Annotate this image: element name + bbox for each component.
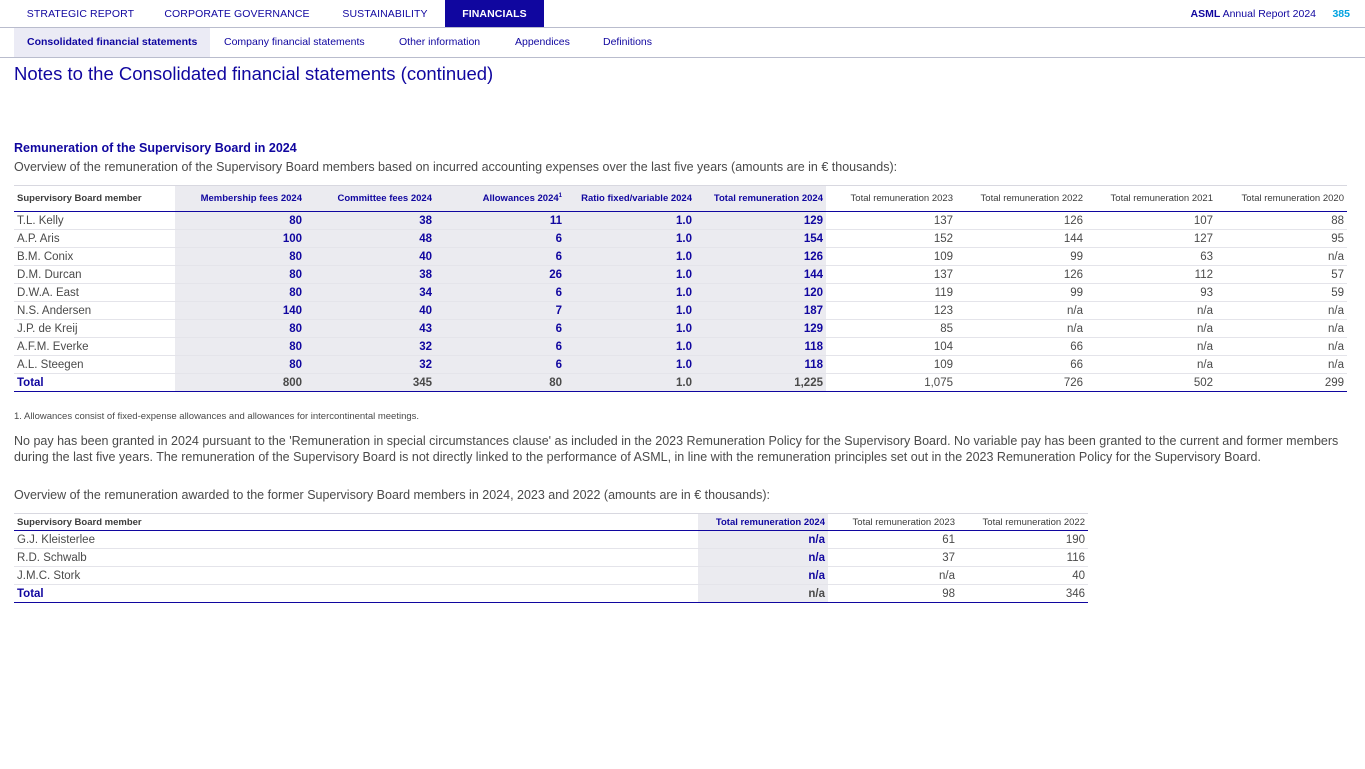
value-cell: 59 xyxy=(1216,284,1347,302)
page-title: Notes to the Consolidated financial statements (continued) xyxy=(14,63,494,84)
value-cell: 6 xyxy=(435,284,565,302)
footnote-marker: 1 xyxy=(558,192,562,199)
value-cell: 152 xyxy=(826,230,956,248)
value-cell: 6 xyxy=(435,320,565,338)
value-cell: 43 xyxy=(305,320,435,338)
value-cell: 11 xyxy=(435,212,565,230)
total-value-cell: 1.0 xyxy=(565,374,695,392)
report-title xyxy=(1191,0,1317,28)
table-header-row xyxy=(14,514,1088,531)
value-cell: 120 xyxy=(695,284,826,302)
value-cell: 187 xyxy=(695,302,826,320)
tab-corporate-governance[interactable]: CORPORATE GOVERNANCE xyxy=(164,8,310,20)
table-row xyxy=(14,266,1347,284)
value-cell: 140 xyxy=(175,302,305,320)
value-cell: n/a xyxy=(698,531,828,549)
column-header: Supervisory Board member xyxy=(14,514,698,531)
supervisory-board-remuneration-table xyxy=(14,185,1347,392)
column-header: Total remuneration 2023 xyxy=(828,514,958,531)
value-cell: 127 xyxy=(1086,230,1216,248)
value-cell: n/a xyxy=(1216,320,1347,338)
value-cell: 129 xyxy=(695,320,826,338)
value-cell: 1.0 xyxy=(565,230,695,248)
value-cell: 190 xyxy=(958,531,1088,549)
table-row xyxy=(14,549,1088,567)
value-cell: 40 xyxy=(305,248,435,266)
top-navigation xyxy=(0,0,1365,28)
value-cell: n/a xyxy=(1086,338,1216,356)
subtab-company-financial-statements[interactable]: Company financial statements xyxy=(224,36,365,48)
page-number: 385 xyxy=(1332,8,1350,20)
value-cell: 1.0 xyxy=(565,284,695,302)
value-cell: 109 xyxy=(826,356,956,374)
value-cell: 40 xyxy=(958,567,1088,585)
value-cell: 123 xyxy=(826,302,956,320)
column-header xyxy=(435,186,565,212)
subtab-definitions[interactable]: Definitions xyxy=(603,36,653,48)
column-header: Ratio fixed/variable 2024 xyxy=(565,186,695,212)
value-cell: 112 xyxy=(1086,266,1216,284)
value-cell: 93 xyxy=(1086,284,1216,302)
member-name-cell: A.F.M. Everke xyxy=(14,338,175,356)
report-brand: ASML xyxy=(1190,8,1221,20)
column-header: Total remuneration 2024 xyxy=(698,514,828,531)
total-value-cell: 299 xyxy=(1216,374,1347,392)
value-cell: 38 xyxy=(305,212,435,230)
tab-financials[interactable]: FINANCIALS xyxy=(445,0,544,27)
value-cell: 40 xyxy=(305,302,435,320)
former-members-remuneration-table xyxy=(14,513,1088,603)
value-cell: 144 xyxy=(695,266,826,284)
value-cell: 32 xyxy=(305,356,435,374)
member-name-cell: G.J. Kleisterlee xyxy=(14,531,698,549)
value-cell: n/a xyxy=(828,567,958,585)
total-value-cell: 1,225 xyxy=(695,374,826,392)
column-header: Supervisory Board member xyxy=(14,186,175,212)
table-row xyxy=(14,356,1347,374)
value-cell: n/a xyxy=(698,567,828,585)
column-header: Total remuneration 2023 xyxy=(826,186,956,212)
value-cell: 6 xyxy=(435,248,565,266)
member-name-cell: D.W.A. East xyxy=(14,284,175,302)
former-members-intro: Overview of the remuneration awarded to the former Supervisory Board members in 2024, 2023 and 2022 (amounts are in € thousands): xyxy=(14,488,770,502)
value-cell: n/a xyxy=(1216,338,1347,356)
value-cell: 1.0 xyxy=(565,248,695,266)
column-header: Total remuneration 2022 xyxy=(956,186,1086,212)
value-cell: 85 xyxy=(826,320,956,338)
sub-navigation xyxy=(0,28,1365,58)
value-cell: 80 xyxy=(175,356,305,374)
value-cell: 1.0 xyxy=(565,212,695,230)
value-cell: 99 xyxy=(956,284,1086,302)
value-cell: 57 xyxy=(1216,266,1347,284)
value-cell: 126 xyxy=(956,212,1086,230)
value-cell: 80 xyxy=(175,266,305,284)
value-cell: 66 xyxy=(956,356,1086,374)
value-cell: 1.0 xyxy=(565,320,695,338)
value-cell: 119 xyxy=(826,284,956,302)
value-cell: 137 xyxy=(826,266,956,284)
total-value-cell: 726 xyxy=(956,374,1086,392)
total-label-cell: Total xyxy=(14,585,698,603)
value-cell: 80 xyxy=(175,212,305,230)
total-value-cell: 1,075 xyxy=(826,374,956,392)
table-total-row xyxy=(14,585,1088,603)
value-cell: 118 xyxy=(695,338,826,356)
member-name-cell: D.M. Durcan xyxy=(14,266,175,284)
table-header-row xyxy=(14,186,1347,212)
section-heading: Remuneration of the Supervisory Board in 2024 xyxy=(14,141,297,155)
value-cell: 1.0 xyxy=(565,338,695,356)
value-cell: 99 xyxy=(956,248,1086,266)
value-cell: 66 xyxy=(956,338,1086,356)
table-row xyxy=(14,338,1347,356)
value-cell: 88 xyxy=(1216,212,1347,230)
value-cell: 100 xyxy=(175,230,305,248)
section-intro: Overview of the remuneration of the Supervisory Board members based on incurred accounting expenses over the last five years (amounts are in € thousands): xyxy=(14,160,898,174)
subtab-appendices[interactable]: Appendices xyxy=(515,36,570,48)
member-name-cell: T.L. Kelly xyxy=(14,212,175,230)
value-cell: 80 xyxy=(175,284,305,302)
table-total-row xyxy=(14,374,1347,392)
total-value-cell: 800 xyxy=(175,374,305,392)
footnote: 1. Allowances consist of fixed-expense allowances and allowances for intercontinental meetings. xyxy=(14,411,420,422)
body-paragraph: No pay has been granted in 2024 pursuant to the 'Remuneration in special circumstances clause' as included in the 2023 Remuneration Policy for the Supervisory Board. No variable pay has been granted to the current and former members during the last five years. The remuneration of the Supervisory Board is not directly linked to the performance of ASML, in line with the remuneration principles set out in the 2023 Remuneration Policy for the Supervisory Board. xyxy=(14,434,1339,464)
value-cell: n/a xyxy=(1086,356,1216,374)
value-cell: n/a xyxy=(956,320,1086,338)
value-cell: 1.0 xyxy=(565,302,695,320)
value-cell: n/a xyxy=(698,549,828,567)
value-cell: 109 xyxy=(826,248,956,266)
member-name-cell: J.M.C. Stork xyxy=(14,567,698,585)
column-header: Total remuneration 2024 xyxy=(695,186,826,212)
value-cell: 61 xyxy=(828,531,958,549)
value-cell: 116 xyxy=(958,549,1088,567)
value-cell: 48 xyxy=(305,230,435,248)
value-cell: 26 xyxy=(435,266,565,284)
value-cell: n/a xyxy=(1086,302,1216,320)
total-value-cell: 346 xyxy=(958,585,1088,603)
tab-strategic-report[interactable]: STRATEGIC REPORT xyxy=(26,8,135,20)
value-cell: n/a xyxy=(1086,320,1216,338)
member-name-cell: J.P. de Kreij xyxy=(14,320,175,338)
value-cell: 129 xyxy=(695,212,826,230)
table-row xyxy=(14,567,1088,585)
value-cell: 107 xyxy=(1086,212,1216,230)
value-cell: 38 xyxy=(305,266,435,284)
member-name-cell: A.L. Steegen xyxy=(14,356,175,374)
value-cell: 104 xyxy=(826,338,956,356)
value-cell: 37 xyxy=(828,549,958,567)
column-header: Membership fees 2024 xyxy=(175,186,305,212)
member-name-cell: R.D. Schwalb xyxy=(14,549,698,567)
value-cell: n/a xyxy=(956,302,1086,320)
value-cell: 32 xyxy=(305,338,435,356)
subtab-consolidated-financial-statements[interactable]: Consolidated financial statements xyxy=(14,28,210,57)
value-cell: 6 xyxy=(435,356,565,374)
member-name-cell: B.M. Conix xyxy=(14,248,175,266)
tab-sustainability[interactable]: SUSTAINABILITY xyxy=(342,8,428,20)
column-header: Total remuneration 2021 xyxy=(1086,186,1216,212)
value-cell: 118 xyxy=(695,356,826,374)
value-cell: 80 xyxy=(175,320,305,338)
value-cell: n/a xyxy=(1216,302,1347,320)
value-cell: 154 xyxy=(695,230,826,248)
total-value-cell: n/a xyxy=(698,585,828,603)
value-cell: 1.0 xyxy=(565,356,695,374)
table-row xyxy=(14,212,1347,230)
value-cell: 137 xyxy=(826,212,956,230)
value-cell: 6 xyxy=(435,230,565,248)
value-cell: 95 xyxy=(1216,230,1347,248)
table-row xyxy=(14,302,1347,320)
value-cell: 80 xyxy=(175,338,305,356)
value-cell: 63 xyxy=(1086,248,1216,266)
value-cell: n/a xyxy=(1216,248,1347,266)
column-header: Total remuneration 2022 xyxy=(958,514,1088,531)
total-value-cell: 345 xyxy=(305,374,435,392)
column-header: Total remuneration 2020 xyxy=(1216,186,1347,212)
member-name-cell: A.P. Aris xyxy=(14,230,175,248)
table-row xyxy=(14,230,1347,248)
member-name-cell: N.S. Andersen xyxy=(14,302,175,320)
value-cell: 80 xyxy=(175,248,305,266)
value-cell: 6 xyxy=(435,338,565,356)
value-cell: 144 xyxy=(956,230,1086,248)
table-row xyxy=(14,531,1088,549)
allowances-header-label: Allowances 2024 xyxy=(482,193,559,205)
table-row xyxy=(14,248,1347,266)
value-cell: 7 xyxy=(435,302,565,320)
table-row xyxy=(14,284,1347,302)
subtab-other-information[interactable]: Other information xyxy=(399,36,481,48)
total-label-cell: Total xyxy=(14,374,175,392)
value-cell: 34 xyxy=(305,284,435,302)
table-row xyxy=(14,320,1347,338)
value-cell: 126 xyxy=(695,248,826,266)
total-value-cell: 98 xyxy=(828,585,958,603)
value-cell: 1.0 xyxy=(565,266,695,284)
total-value-cell: 80 xyxy=(435,374,565,392)
report-name: Annual Report 2024 xyxy=(1222,8,1316,20)
column-header: Committee fees 2024 xyxy=(305,186,435,212)
value-cell: 126 xyxy=(956,266,1086,284)
value-cell: n/a xyxy=(1216,356,1347,374)
total-value-cell: 502 xyxy=(1086,374,1216,392)
